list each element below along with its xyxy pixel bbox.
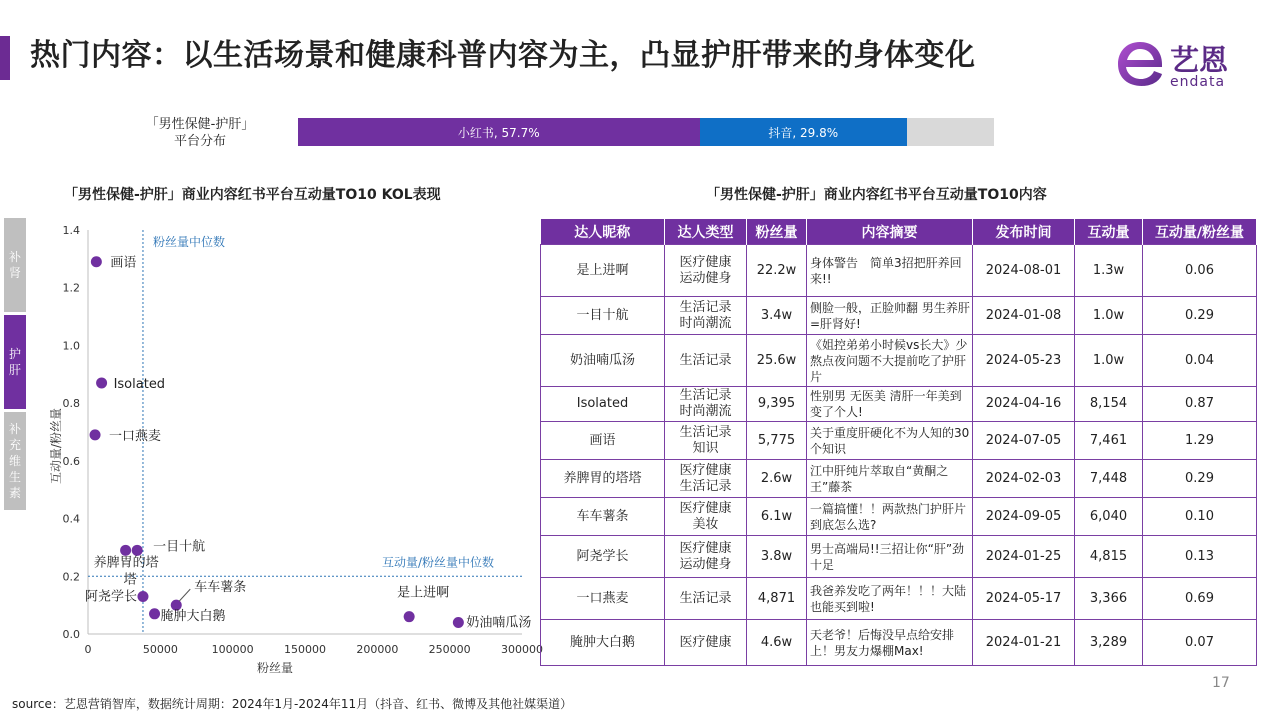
x-tick-label: 50000 bbox=[142, 643, 178, 656]
cell-interactions: 1.0w bbox=[1075, 297, 1143, 335]
table-title: 「男性保健-护肝」商业内容红书平台互动量TO10内容 bbox=[706, 187, 1047, 203]
y-tick-label: 0.2 bbox=[62, 570, 80, 584]
cell-type: 医疗健康 生活记录 bbox=[665, 460, 747, 498]
cell-interactions: 3,289 bbox=[1075, 620, 1143, 666]
cell-type: 生活记录 bbox=[665, 335, 747, 387]
x-tick-label: 0 bbox=[84, 643, 92, 656]
cell-summary: 一篇搞懂！！两款热门护肝片到底怎么选? bbox=[807, 498, 973, 536]
cell-interactions: 7,461 bbox=[1075, 422, 1143, 460]
category-tab-1[interactable]: 护肝 bbox=[4, 315, 26, 409]
cell-name: 是上进啊 bbox=[541, 245, 665, 297]
y-tick-label: 1.2 bbox=[62, 281, 80, 295]
scatter-point-label-cont: 塔 bbox=[123, 572, 137, 588]
cell-summary: 男士高端局!!三招让你“肝”劲十足 bbox=[807, 536, 973, 578]
cell-ratio: 0.10 bbox=[1143, 498, 1257, 536]
cell-fans: 3.4w bbox=[747, 297, 807, 335]
category-tab-0[interactable]: 补肾 bbox=[4, 218, 26, 312]
header-type: 达人类型 bbox=[665, 219, 747, 245]
cell-date: 2024-02-03 bbox=[973, 460, 1075, 498]
label-leader-line bbox=[179, 589, 190, 601]
cell-interactions: 4,815 bbox=[1075, 536, 1143, 578]
scatter-point bbox=[120, 545, 131, 556]
cell-ratio: 0.04 bbox=[1143, 335, 1257, 387]
header-date: 发布时间 bbox=[973, 219, 1075, 245]
cell-type: 生活记录 知识 bbox=[665, 422, 747, 460]
logo-text-zh: 艺恩 bbox=[1170, 43, 1229, 77]
y-tick-label: 0.6 bbox=[62, 454, 80, 468]
scatter-point bbox=[453, 617, 464, 628]
cell-ratio: 0.69 bbox=[1143, 578, 1257, 620]
distribution-segment-0: 小红书, 57.7% bbox=[298, 118, 700, 146]
cell-type: 医疗健康 运动健身 bbox=[665, 245, 747, 297]
cell-fans: 6.1w bbox=[747, 498, 807, 536]
y-tick-label: 0.4 bbox=[62, 512, 80, 526]
cell-date: 2024-01-21 bbox=[973, 620, 1075, 666]
cell-name: 画语 bbox=[541, 422, 665, 460]
cell-fans: 9,395 bbox=[747, 387, 807, 422]
y-tick-label: 1.0 bbox=[62, 339, 80, 353]
scatter-point bbox=[404, 611, 415, 622]
table-row bbox=[541, 536, 1257, 578]
x-axis-title: 粉丝量 bbox=[256, 661, 294, 675]
distribution-label-line2: 平台分布 bbox=[173, 134, 226, 149]
cell-interactions: 6,040 bbox=[1075, 498, 1143, 536]
scatter-point bbox=[90, 429, 101, 440]
x-tick-label: 250000 bbox=[428, 643, 471, 656]
cell-fans: 22.2w bbox=[747, 245, 807, 297]
scatter-point-label: 一目十航 bbox=[153, 539, 206, 555]
endata-logo-icon bbox=[1114, 38, 1166, 90]
table-row bbox=[541, 387, 1257, 422]
cell-fans: 4.6w bbox=[747, 620, 807, 666]
x-tick-label: 200000 bbox=[356, 643, 399, 656]
cell-date: 2024-05-23 bbox=[973, 335, 1075, 387]
cell-type: 生活记录 时尚潮流 bbox=[665, 387, 747, 422]
cell-name: 阿尧学长 bbox=[541, 536, 665, 578]
scatter-point-label: 一口燕麦 bbox=[109, 428, 162, 444]
cell-fans: 2.6w bbox=[747, 460, 807, 498]
cell-summary: 侧脸一般，正脸帅翻 男生养肝=肝肾好! bbox=[807, 297, 973, 335]
cell-name: 车车薯条 bbox=[541, 498, 665, 536]
table-row bbox=[541, 297, 1257, 335]
source-note: source：艺恩营销智库，数据统计周期：2024年1月-2024年11月（抖音、红书、微博及其他社媒渠道） bbox=[12, 697, 573, 711]
header-name: 达人昵称 bbox=[541, 219, 665, 245]
cell-ratio: 0.87 bbox=[1143, 387, 1257, 422]
cell-date: 2024-01-08 bbox=[973, 297, 1075, 335]
cell-interactions: 1.0w bbox=[1075, 335, 1143, 387]
scatter-point-label: 是上进啊 bbox=[397, 585, 450, 601]
scatter-point-label: 奶油喃瓜汤 bbox=[466, 615, 532, 631]
scatter-point-label: 养脾胃的塔 bbox=[93, 555, 159, 571]
cell-interactions: 7,448 bbox=[1075, 460, 1143, 498]
cell-name: 腌肿大白鹅 bbox=[541, 620, 665, 666]
cell-date: 2024-07-05 bbox=[973, 422, 1075, 460]
brand-logo bbox=[1114, 38, 1244, 90]
top10-content-table bbox=[540, 219, 1257, 666]
y-tick-label: 1.4 bbox=[62, 224, 80, 237]
cell-type: 生活记录 时尚潮流 bbox=[665, 297, 747, 335]
cell-name: 养脾胃的塔塔 bbox=[541, 460, 665, 498]
table-row bbox=[541, 460, 1257, 498]
header-summary: 内容摘要 bbox=[807, 219, 973, 245]
cell-fans: 25.6w bbox=[747, 335, 807, 387]
table-row bbox=[541, 620, 1257, 666]
cell-name: 一目十航 bbox=[541, 297, 665, 335]
header-ratio: 互动量/粉丝量 bbox=[1143, 219, 1257, 245]
scatter-point-label: 车车薯条 bbox=[194, 580, 247, 596]
page-number: 17 bbox=[1212, 675, 1230, 691]
x-tick-label: 300000 bbox=[501, 643, 543, 656]
cell-ratio: 0.06 bbox=[1143, 245, 1257, 297]
scatter-point-label: Isolated bbox=[113, 376, 166, 392]
cell-ratio: 0.29 bbox=[1143, 460, 1257, 498]
cell-date: 2024-05-17 bbox=[973, 578, 1075, 620]
cell-ratio: 0.13 bbox=[1143, 536, 1257, 578]
cell-name: Isolated bbox=[541, 387, 665, 422]
cell-summary: 《姐控弟弟小时候vs长大》少熬点夜问题不大提前吃了护肝片 bbox=[807, 335, 973, 387]
header-interactions: 互动量 bbox=[1075, 219, 1143, 245]
table-row bbox=[541, 245, 1257, 297]
cell-summary: 江中肝纯片萃取自“黄酮之王”藤茶 bbox=[807, 460, 973, 498]
scatter-point-label: 阿尧学长 bbox=[84, 589, 137, 605]
x-tick-label: 100000 bbox=[211, 643, 254, 656]
distribution-label-line1: 「男性保健-护肝」 bbox=[145, 117, 255, 132]
cell-ratio: 0.29 bbox=[1143, 297, 1257, 335]
scatter-title: 「男性保健-护肝」商业内容红书平台互动量TO10 KOL表现 bbox=[64, 187, 441, 203]
cell-name: 奶油喃瓜汤 bbox=[541, 335, 665, 387]
kol-scatter-chart bbox=[30, 215, 543, 680]
median-ratio-label: 互动量/粉丝量中位数 bbox=[381, 555, 494, 570]
category-tab-2[interactable]: 补充维生素 bbox=[4, 412, 26, 510]
cell-fans: 5,775 bbox=[747, 422, 807, 460]
cell-summary: 天老爷！后悔没早点给安排上！男友力爆棚Max! bbox=[807, 620, 973, 666]
cell-ratio: 1.29 bbox=[1143, 422, 1257, 460]
table-header-row bbox=[541, 219, 1257, 245]
y-tick-label: 0.0 bbox=[62, 628, 80, 641]
cell-summary: 身体警告 简单3招把肝养回来!! bbox=[807, 245, 973, 297]
cell-date: 2024-08-01 bbox=[973, 245, 1075, 297]
cell-date: 2024-09-05 bbox=[973, 498, 1075, 536]
logo-text-en: endata bbox=[1170, 74, 1226, 90]
header-fans: 粉丝量 bbox=[747, 219, 807, 245]
scatter-point bbox=[91, 256, 102, 267]
cell-interactions: 8,154 bbox=[1075, 387, 1143, 422]
y-tick-label: 0.8 bbox=[62, 397, 80, 411]
platform-distribution-bar bbox=[298, 118, 994, 146]
x-tick-label: 150000 bbox=[284, 643, 326, 656]
title-accent-bar bbox=[0, 36, 10, 80]
cell-date: 2024-01-25 bbox=[973, 536, 1075, 578]
scatter-point bbox=[149, 608, 160, 619]
scatter-point bbox=[96, 377, 107, 388]
cell-name: 一口燕麦 bbox=[541, 578, 665, 620]
scatter-point-label: 腌肿大白鹅 bbox=[160, 608, 226, 624]
cell-type: 医疗健康 运动健身 bbox=[665, 536, 747, 578]
category-tabs bbox=[4, 218, 26, 513]
cell-summary: 性别男 无医美 清肝一年美到变了个人! bbox=[807, 387, 973, 422]
cell-summary: 关于重度肝硬化不为人知的30个知识 bbox=[807, 422, 973, 460]
distribution-segment-1: 抖音, 29.8% bbox=[700, 118, 907, 146]
table-row bbox=[541, 578, 1257, 620]
table-row bbox=[541, 498, 1257, 536]
cell-date: 2024-04-16 bbox=[973, 387, 1075, 422]
cell-interactions: 1.3w bbox=[1075, 245, 1143, 297]
median-fans-label: 粉丝量中位数 bbox=[152, 235, 225, 249]
cell-interactions: 3,366 bbox=[1075, 578, 1143, 620]
cell-ratio: 0.07 bbox=[1143, 620, 1257, 666]
cell-type: 医疗健康 bbox=[665, 620, 747, 666]
cell-fans: 4,871 bbox=[747, 578, 807, 620]
y-axis-title: 互动量/粉丝量 bbox=[49, 407, 63, 485]
cell-type: 医疗健康 美妆 bbox=[665, 498, 747, 536]
distribution-label bbox=[120, 116, 280, 150]
page-title: 热门内容：以生活场景和健康科普内容为主，凸显护肝带来的身体变化 bbox=[30, 38, 976, 73]
cell-fans: 3.8w bbox=[747, 536, 807, 578]
table-row bbox=[541, 335, 1257, 387]
scatter-point bbox=[132, 545, 143, 556]
table-row bbox=[541, 422, 1257, 460]
cell-summary: 我爸养发吃了两年！！！大陆也能买到啦! bbox=[807, 578, 973, 620]
scatter-point-label: 画语 bbox=[110, 255, 137, 271]
scatter-point bbox=[137, 591, 148, 602]
cell-type: 生活记录 bbox=[665, 578, 747, 620]
